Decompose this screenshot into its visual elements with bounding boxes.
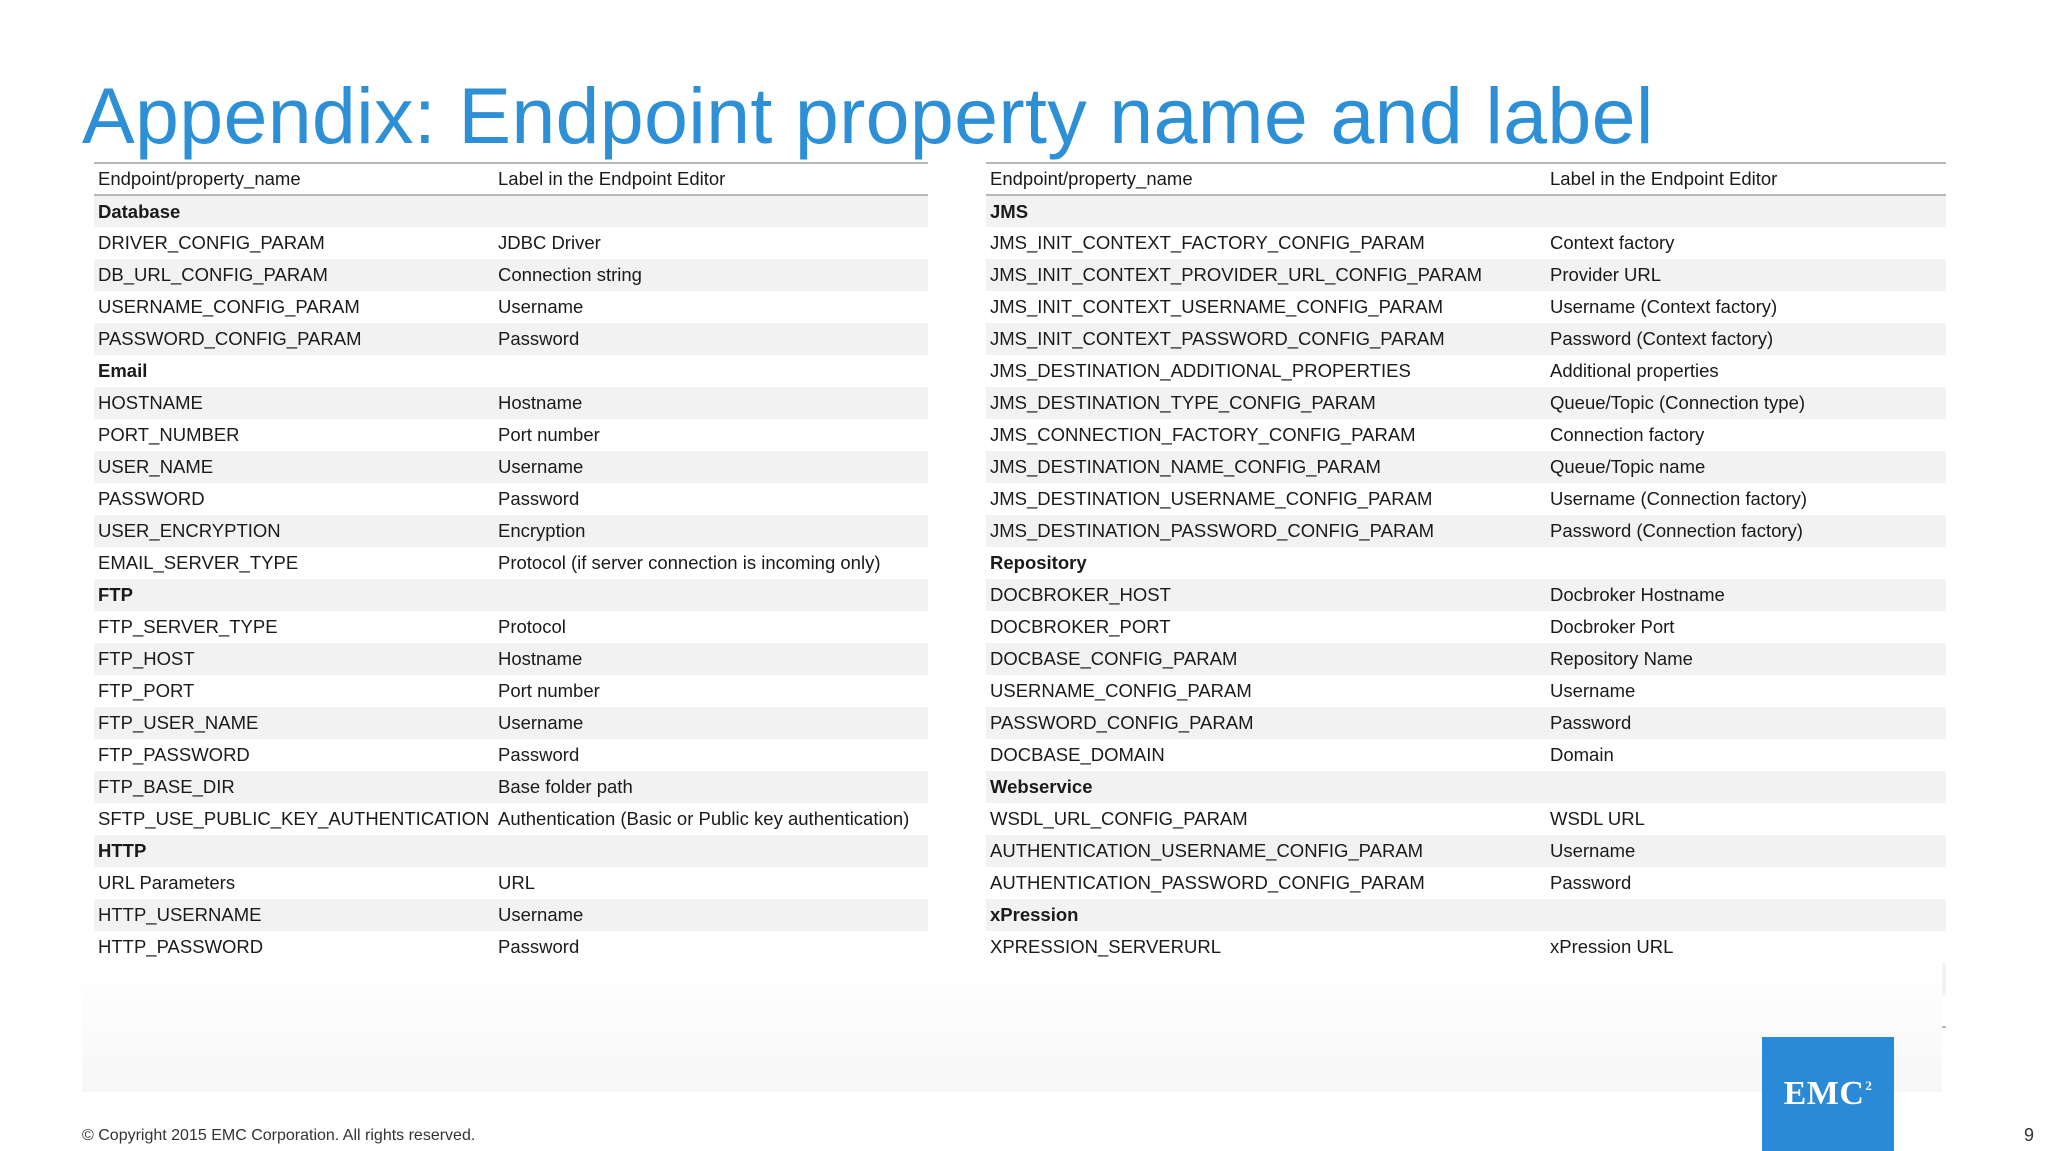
table-row [94, 803, 928, 835]
property-name: USER_NAME [98, 456, 214, 477]
section-name: xPression [990, 904, 1079, 925]
logo-text: EMC [1783, 1075, 1865, 1112]
property-label: Username (Context factory) [1550, 296, 1778, 317]
table-row [94, 867, 928, 899]
property-label: Domain [1550, 744, 1614, 765]
property-name: PASSWORD [98, 488, 205, 509]
property-label [1546, 899, 1946, 931]
column-header-name: Endpoint/property_name [986, 163, 1546, 195]
table-row [986, 803, 1946, 835]
column-header-label: Label in the Endpoint Editor [1546, 163, 1946, 195]
table-row [986, 739, 1946, 771]
section-name: HTTP [98, 840, 147, 861]
section-header-row [94, 195, 928, 227]
property-label: Password [498, 488, 580, 509]
table-row [94, 387, 928, 419]
property-label [494, 195, 928, 227]
property-name: HOSTNAME [98, 392, 203, 413]
property-label: Docbroker Port [1550, 616, 1675, 637]
page-number: 9 [2023, 1125, 2034, 1145]
logo-superscript: 2 [1865, 1078, 1873, 1093]
property-label: Password [498, 744, 580, 765]
property-label: Password [498, 328, 580, 349]
property-name: EMAIL_SERVER_TYPE [98, 552, 299, 573]
section-name: Email [98, 360, 148, 381]
table-row [94, 675, 928, 707]
property-label: Password (Connection factory) [1550, 520, 1803, 541]
table-row [94, 771, 928, 803]
table-row [94, 227, 928, 259]
property-name: JMS_DESTINATION_PASSWORD_CONFIG_PARAM [990, 520, 1435, 541]
table-row [986, 419, 1946, 451]
table-row [94, 707, 928, 739]
property-label [1546, 547, 1946, 579]
property-label: Password (Context factory) [1550, 328, 1774, 349]
property-name: URL Parameters [98, 872, 236, 893]
property-label: xPression URL [1550, 936, 1674, 957]
property-label: Connection string [498, 264, 642, 285]
property-name: DOCBASE_DOMAIN [990, 744, 1165, 765]
property-name: HTTP_USERNAME [98, 904, 262, 925]
table-row [986, 387, 1946, 419]
right-table-body [986, 195, 1946, 1027]
property-label: Repository Name [1550, 648, 1693, 669]
table-row [986, 355, 1946, 387]
property-label: Username [498, 712, 584, 733]
property-name: JMS_DESTINATION_TYPE_CONFIG_PARAM [990, 392, 1376, 413]
property-label: Username (Connection factory) [1550, 488, 1808, 509]
property-label [1546, 195, 1946, 227]
property-label: Queue/Topic (Connection type) [1550, 392, 1806, 413]
table-row [94, 323, 928, 355]
property-label: Username [1550, 840, 1636, 861]
section-name: FTP [98, 584, 133, 605]
right-property-table [986, 162, 1946, 1028]
property-name: FTP_SERVER_TYPE [98, 616, 278, 637]
property-label [494, 579, 928, 611]
property-name: WSDL_URL_CONFIG_PARAM [990, 808, 1248, 829]
property-label: Port number [498, 424, 600, 445]
property-name: FTP_HOST [98, 648, 195, 669]
property-name: DOCBROKER_PORT [990, 616, 1171, 637]
property-name: FTP_BASE_DIR [98, 776, 235, 797]
property-name: DB_URL_CONFIG_PARAM [98, 264, 328, 285]
property-name: XPRESSION_SERVERURL [990, 936, 1221, 957]
property-label: WSDL URL [1550, 808, 1645, 829]
property-label: Protocol [498, 616, 566, 637]
emc-logo [1762, 1037, 1894, 1151]
property-name: FTP_USER_NAME [98, 712, 259, 733]
table-row [94, 451, 928, 483]
table-row [94, 643, 928, 675]
section-header-row [986, 547, 1946, 579]
property-name: HTTP_PASSWORD [94, 931, 494, 963]
property-label: Password [494, 931, 928, 963]
section-header-row [94, 835, 928, 867]
property-label: Connection factory [1550, 424, 1705, 445]
section-header-row [94, 579, 928, 611]
property-name: FTP_PORT [98, 680, 195, 701]
property-label: Provider URL [1550, 264, 1662, 285]
table-row [986, 227, 1946, 259]
property-label: Hostname [498, 392, 583, 413]
table-row [94, 483, 928, 515]
property-label: Password [1550, 872, 1632, 893]
table-row [986, 707, 1946, 739]
table-row [94, 547, 928, 579]
property-label: Context factory [1550, 232, 1675, 253]
property-name: JMS_DESTINATION_NAME_CONFIG_PARAM [990, 456, 1381, 477]
table-row [986, 483, 1946, 515]
table-row [986, 451, 1946, 483]
property-name: USERNAME_CONFIG_PARAM [98, 296, 360, 317]
table-row [94, 515, 928, 547]
section-header-row [986, 195, 1946, 227]
section-header-row [986, 899, 1946, 931]
copyright-text: © Copyright 2015 EMC Corporation. All rights reserved. [82, 1127, 476, 1144]
section-name: Database [98, 200, 181, 222]
table-row [986, 291, 1946, 323]
property-name: DOCBASE_CONFIG_PARAM [990, 648, 1238, 669]
property-label: Additional properties [1550, 360, 1719, 381]
section-name: Webservice [990, 776, 1093, 797]
table-row [986, 867, 1946, 899]
table-row [986, 611, 1946, 643]
property-name: AUTHENTICATION_PASSWORD_CONFIG_PARAM [990, 872, 1425, 893]
property-name: DRIVER_CONFIG_PARAM [98, 232, 325, 253]
footer-background [82, 962, 1942, 1092]
section-name: JMS [990, 200, 1029, 222]
column-header-name: Endpoint/property_name [94, 163, 494, 195]
property-label: Queue/Topic name [1550, 456, 1706, 477]
table-row [986, 323, 1946, 355]
table-row [94, 931, 928, 963]
property-name: PASSWORD_CONFIG_PARAM [990, 712, 1254, 733]
property-name: DOCBROKER_HOST [990, 584, 1171, 605]
table-row [94, 419, 928, 451]
property-label: Docbroker Hostname [1550, 584, 1725, 605]
table-row [94, 611, 928, 643]
property-label: Username [1550, 680, 1636, 701]
property-label: JDBC Driver [498, 232, 601, 253]
property-label [494, 355, 928, 387]
property-label: Port number [498, 680, 600, 701]
property-label [1546, 771, 1946, 803]
table-row [986, 643, 1946, 675]
property-name: JMS_INIT_CONTEXT_USERNAME_CONFIG_PARAM [990, 296, 1443, 317]
property-name: FTP_PASSWORD [98, 744, 250, 765]
property-name: JMS_INIT_CONTEXT_FACTORY_CONFIG_PARAM [990, 232, 1425, 253]
property-label: Username [498, 456, 584, 477]
left-property-table [94, 162, 928, 964]
property-label: Protocol (if server connection is incoming only) [498, 552, 881, 573]
table-row [986, 675, 1946, 707]
property-name: USER_ENCRYPTION [98, 520, 281, 541]
property-label: Username [498, 904, 584, 925]
table-row [986, 579, 1946, 611]
property-label: Hostname [498, 648, 583, 669]
property-label: URL [498, 872, 536, 893]
section-name: Repository [990, 552, 1087, 573]
table-row [94, 739, 928, 771]
property-label: Base folder path [498, 776, 633, 797]
table-row [986, 835, 1946, 867]
left-table-body [94, 195, 928, 963]
property-name: PASSWORD_CONFIG_PARAM [98, 328, 362, 349]
table-row [94, 259, 928, 291]
property-name: USERNAME_CONFIG_PARAM [990, 680, 1252, 701]
property-label: Authentication (Basic or Public key authentication) [498, 808, 910, 829]
property-label: Password [1550, 712, 1632, 733]
property-label: Encryption [498, 520, 586, 541]
table-header-row [986, 163, 1946, 195]
table-row [986, 931, 1946, 963]
section-header-row [986, 771, 1946, 803]
table-row [986, 515, 1946, 547]
slide-title: Appendix: Endpoint property name and label [82, 71, 1654, 160]
property-name: AUTHENTICATION_USERNAME_CONFIG_PARAM [990, 840, 1424, 861]
section-header-row [94, 355, 928, 387]
property-name: JMS_DESTINATION_ADDITIONAL_PROPERTIES [990, 360, 1411, 381]
property-label: Username [498, 296, 584, 317]
table-row [986, 259, 1946, 291]
property-name: JMS_DESTINATION_USERNAME_CONFIG_PARAM [990, 488, 1433, 509]
property-name: PORT_NUMBER [98, 424, 240, 445]
property-label [494, 835, 928, 867]
table-header-row [94, 163, 928, 195]
property-name: SFTP_USE_PUBLIC_KEY_AUTHENTICATION [98, 808, 490, 829]
property-name: JMS_INIT_CONTEXT_PROVIDER_URL_CONFIG_PARAM [990, 264, 1483, 285]
property-name: JMS_INIT_CONTEXT_PASSWORD_CONFIG_PARAM [990, 328, 1445, 349]
table-row [94, 291, 928, 323]
column-header-label: Label in the Endpoint Editor [494, 163, 928, 195]
table-row [94, 899, 928, 931]
property-name: JMS_CONNECTION_FACTORY_CONFIG_PARAM [990, 424, 1416, 445]
